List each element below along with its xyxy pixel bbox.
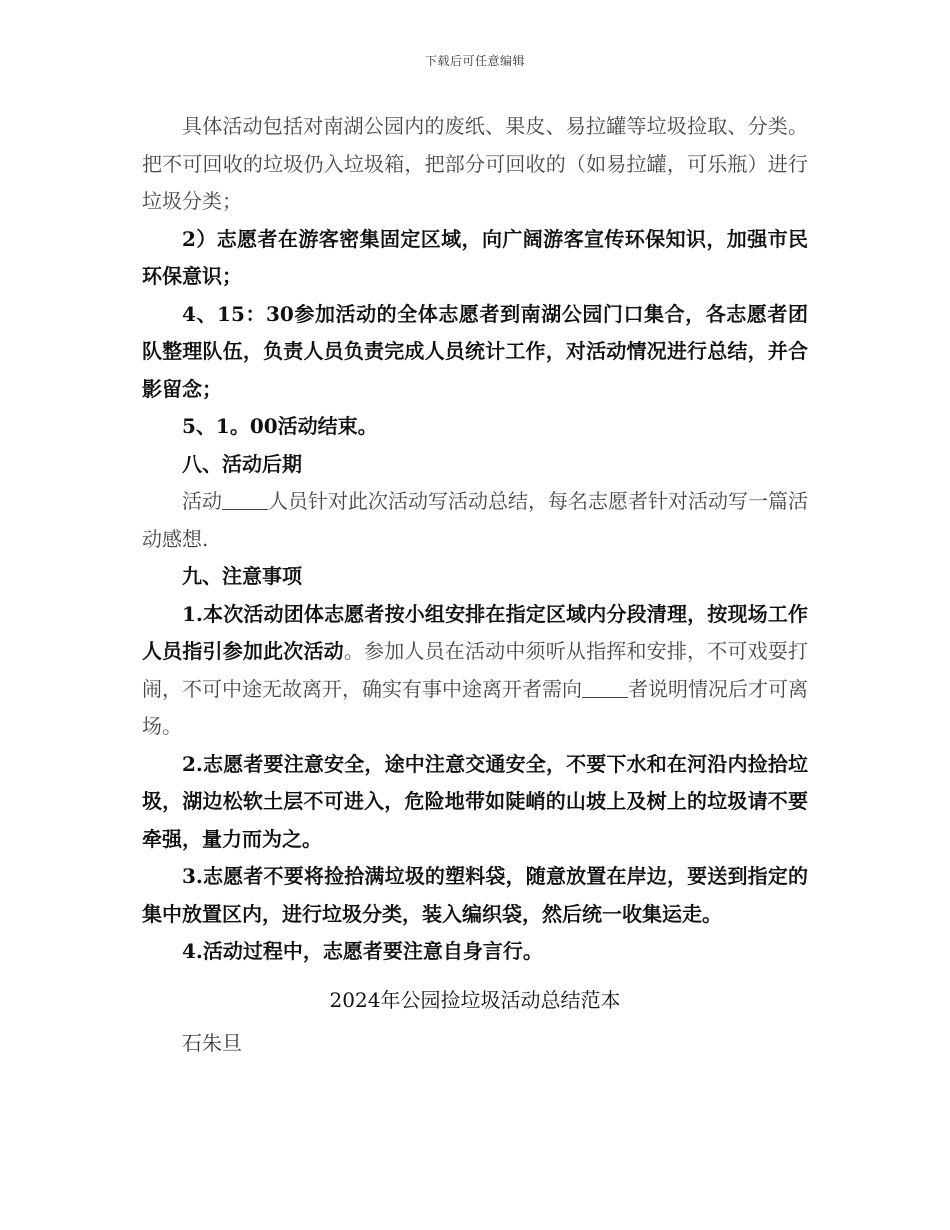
- paragraph-note-2: 2.志愿者要注意安全，途中注意交通安全，不要下水和在河沿内捡拾垃圾，湖边松软土层不可进入，危险地带如陡峭的山坡上及树上的垃圾请不要牵强，量力而为之。: [142, 751, 808, 851]
- paragraph-gathering: 4、15：30参加活动的全体志愿者到南湖公园门口集合，各志愿者团队整理队伍，负责人员负责完成人员统计工作，对活动情况进行总结，并合影留念；: [142, 301, 808, 401]
- paragraph-post-activity: [142, 483, 808, 558]
- page-header: 下载后可任意编辑: [424, 54, 525, 68]
- post-activity-text-b: 人员针对此次活动写活动总结，每名志愿者针对活动写一篇活动感想.: [142, 489, 808, 551]
- paragraph-activity-end: 5、1。00活动结束。: [182, 414, 378, 438]
- author-name: 石朱旦: [182, 1031, 242, 1055]
- paragraph-note-3: 3.志愿者不要将捡拾满垃圾的塑料袋，随意放置在岸边，要送到指定的集中放置区内，进行垃圾分类，装入编织袋，然后统一收集运走。: [142, 864, 808, 926]
- fill-in-blank: [582, 677, 628, 698]
- note-1-normal-text-a: 。参加人员在活动中须听从指挥和安排，不可戏耍打闹，不可中途无故离开，确实有事中途离开者需向: [142, 639, 808, 701]
- note-1-normal-text-b: 者说明情况后才可离场。: [142, 676, 808, 738]
- paragraph-note-4: 4.活动过程中，志愿者要注意自身言行。: [182, 939, 543, 963]
- section-heading-notes: 九、注意事项: [182, 564, 302, 588]
- paragraph-volunteer-promotion: 2）志愿者在游客密集固定区域，向广阔游客宣传环保知识，加强市民环保意识；: [142, 226, 808, 288]
- post-activity-text-a: 活动: [182, 489, 222, 513]
- document-body: [142, 108, 808, 1063]
- note-1-bold-text: 1.本次活动团体志愿者按小组安排在指定区域内分段清理，按现场工作人员指引参加此次活动: [142, 601, 808, 663]
- section-heading-post-activity: 八、活动后期: [182, 451, 302, 476]
- document-title: 2024年公园捡垃圾活动总结范本: [329, 987, 621, 1012]
- paragraph-note-1: [142, 596, 808, 746]
- paragraph-activity-content: 具体活动包括对南湖公园内的废纸、果皮、易拉罐等垃圾捡取、分类。把不可回收的垃圾仍入垃圾箱，把部分可回收的（如易拉罐，可乐瓶）进行垃圾分类；: [142, 114, 808, 213]
- fill-in-blank: [222, 489, 268, 510]
